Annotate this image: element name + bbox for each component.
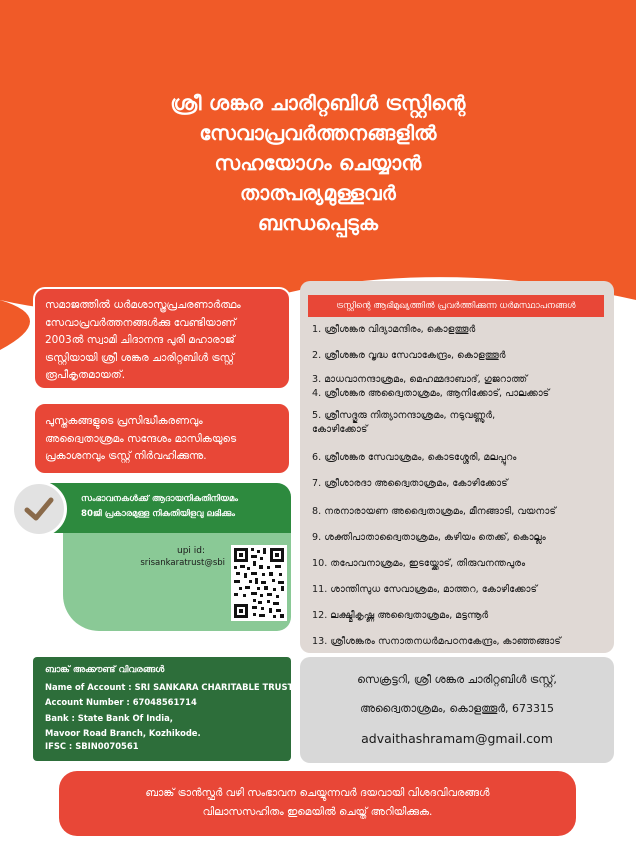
list-item: 2. ശ്രീശങ്കര വൃദ്ധ സേവാകേന്ദ്രം, കൊളത്തൂർ xyxy=(312,350,506,361)
contact-email[interactable]: advaithashramam@gmail.com xyxy=(361,731,553,746)
upi-qr-code[interactable] xyxy=(231,545,287,621)
ifsc-code: IFSC : SBIN0070561 xyxy=(45,740,139,751)
about-line: ട്രസ്റ്റിയായി ശ്രീ ശങ്കര ചാരിറ്റബിൾ ട്രസ്റ്റ് xyxy=(45,351,235,364)
footer-note xyxy=(59,771,576,836)
publishing-line: അദ്വൈതാശ്രമം സന്ദേശം മാസികയുടെ xyxy=(45,432,237,445)
list-item: 4. ശ്രീശങ്കര അദ്വൈതാശ്രമം, ആനിക്കോട്, പാലക്കാട് xyxy=(312,388,550,399)
list-item: 5. ശ്രീസദ്ഗുരു നിത്യാനന്ദാശ്രമം, നടുവണ്ണൂർ, കോഴിക്കോട് xyxy=(312,410,496,435)
tax-line: 80ജി പ്രകാരമുള്ള നികുതിയിളവു ലഭിക്കും xyxy=(81,509,236,519)
list-item: 7. ശ്രീശാരദാ അദ്വൈതാശ്രമം, കോഴിക്കോട് xyxy=(312,478,508,489)
tax-exemption-text xyxy=(81,492,286,522)
bank-branch: Mavoor Road Branch, Kozhikode. xyxy=(45,728,201,739)
list-item: 1. ശ്രീശങ്കര വിദ്യാമന്ദിരം, കൊളത്തൂർ xyxy=(312,324,476,335)
bank-details-box xyxy=(33,657,294,761)
title-line: സഹയോഗം ചെയ്യാൻ xyxy=(214,151,422,175)
upi-label: upi id: xyxy=(176,546,206,556)
contact-address: അദ്വൈതാശ്രമം, കൊളത്തൂർ, 673315 xyxy=(359,702,555,715)
institutions-panel xyxy=(300,281,614,653)
list-item: 8. നരനാരായണ അദ്വൈതാശ്രമം, മീനങ്ങാടി, വയനാട് xyxy=(312,506,556,517)
contact-box xyxy=(300,657,614,763)
about-line: സമാജത്തിൽ ധർമശാസ്ത്രപ്രചരണാർത്ഥം xyxy=(45,299,241,311)
list-item: 10. തപോവനാശ്രമം, ഇടയ്ക്കോട്, തിരുവനന്തപുരം xyxy=(312,558,526,569)
about-trust-box xyxy=(33,287,291,390)
account-number: Account Number : 67048561714 xyxy=(45,697,197,708)
publishing-box xyxy=(33,402,291,475)
footer-line: വിലാസസഹിതം ഇമെയിൽ ചെയ്ത് അറിയിക്കുക. xyxy=(202,806,433,818)
list-item: 9. ശക്തിപാതാദ്വൈതാശ്രമം, കഴിയം തെക്ക്, കൊല്ലം xyxy=(312,532,546,543)
page-title xyxy=(0,88,636,238)
institutions-list xyxy=(312,323,608,661)
title-line: ബന്ധപ്പെടുക xyxy=(257,211,379,235)
title-line: ശ്രീ ശങ്കര ചാരിറ്റബിൾ ട്രസ്റ്റിന്റെ xyxy=(170,91,466,115)
donation-tax-panel xyxy=(33,483,291,631)
publishing-line: പുസ്തകങ്ങളുടെ പ്രസിദ്ധീകരണവും xyxy=(45,415,203,427)
publishing-line: പ്രകാശനവും ട്രസ്റ്റ് നിർവഹിക്കുന്നു. xyxy=(45,450,207,462)
list-item: 12. ലക്ഷ്മീകൃഷ്ണ അദ്വൈതാശ്രമം, മട്ടന്നൂർ xyxy=(312,610,489,621)
checkmark-badge xyxy=(11,481,67,537)
tax-line: സംഭാവനകൾക്ക് ആദായനികുതിനിയമം xyxy=(81,494,238,504)
contact-secretary: സെക്രട്ടറി, ശ്രീ ശങ്കര ചാരിറ്റബിൾ ട്രസ്റ്റ്, xyxy=(357,673,557,686)
upi-id[interactable]: srisankaratrust@sbi xyxy=(140,558,225,568)
bank-heading: ബാങ്ക് അക്കൗണ്ട് വിവരങ്ങൾ xyxy=(45,665,165,675)
title-line: താത്പര്യമുള്ളവർ xyxy=(239,181,397,205)
list-item: 13. ശ്രീശങ്കരം സനാതനധർമപഠനകേന്ദ്രം, കാഞ്ഞങ്ങാട് xyxy=(312,636,561,647)
institutions-header: ട്രസ്റ്റിന്റെ ആഭിമുഖ്യത്തിൽ പ്രവർത്തിക്കുന്ന ധർമസ്ഥാപനങ്ങൾ xyxy=(308,295,604,317)
list-item: 11. ശാന്തിസുധ സേവാശ്രമം, മാത്തറ, കോഴിക്കോട് xyxy=(312,584,538,595)
about-line: 2003ൽ സ്വാമി ചിദാനന്ദ പുരി മഹാരാജ് xyxy=(45,334,235,346)
footer-line: ബാങ്ക് ട്രാൻസ്ഫർ വഴി സംഭാവന ചെയ്യുന്നവർ ദയവായി വിശദവിവരങ്ങൾ xyxy=(145,787,490,799)
list-item: 6. ശ്രീശങ്കര സേവാശ്രമം, കൊടശ്ശേരി, മലപ്പുറം xyxy=(312,452,517,463)
list-item: 3. മാധവാനന്ദാശ്രമം, മെഹമ്മദാബാദ്, ഗുജറാത്ത് xyxy=(312,374,528,385)
title-line: സേവാപ്രവർത്തനങ്ങളിൽ xyxy=(199,121,437,145)
checkmark-icon xyxy=(14,484,64,534)
account-name: Name of Account : SRI SANKARA CHARITABLE TRUST xyxy=(45,681,294,692)
about-line: രൂപീകൃതമായത്. xyxy=(45,369,126,381)
bank-name: Bank : State Bank Of India, xyxy=(45,712,173,723)
about-line: സേവാപ്രവർത്തനങ്ങൾക്കു വേണ്ടിയാണ് xyxy=(45,316,236,329)
